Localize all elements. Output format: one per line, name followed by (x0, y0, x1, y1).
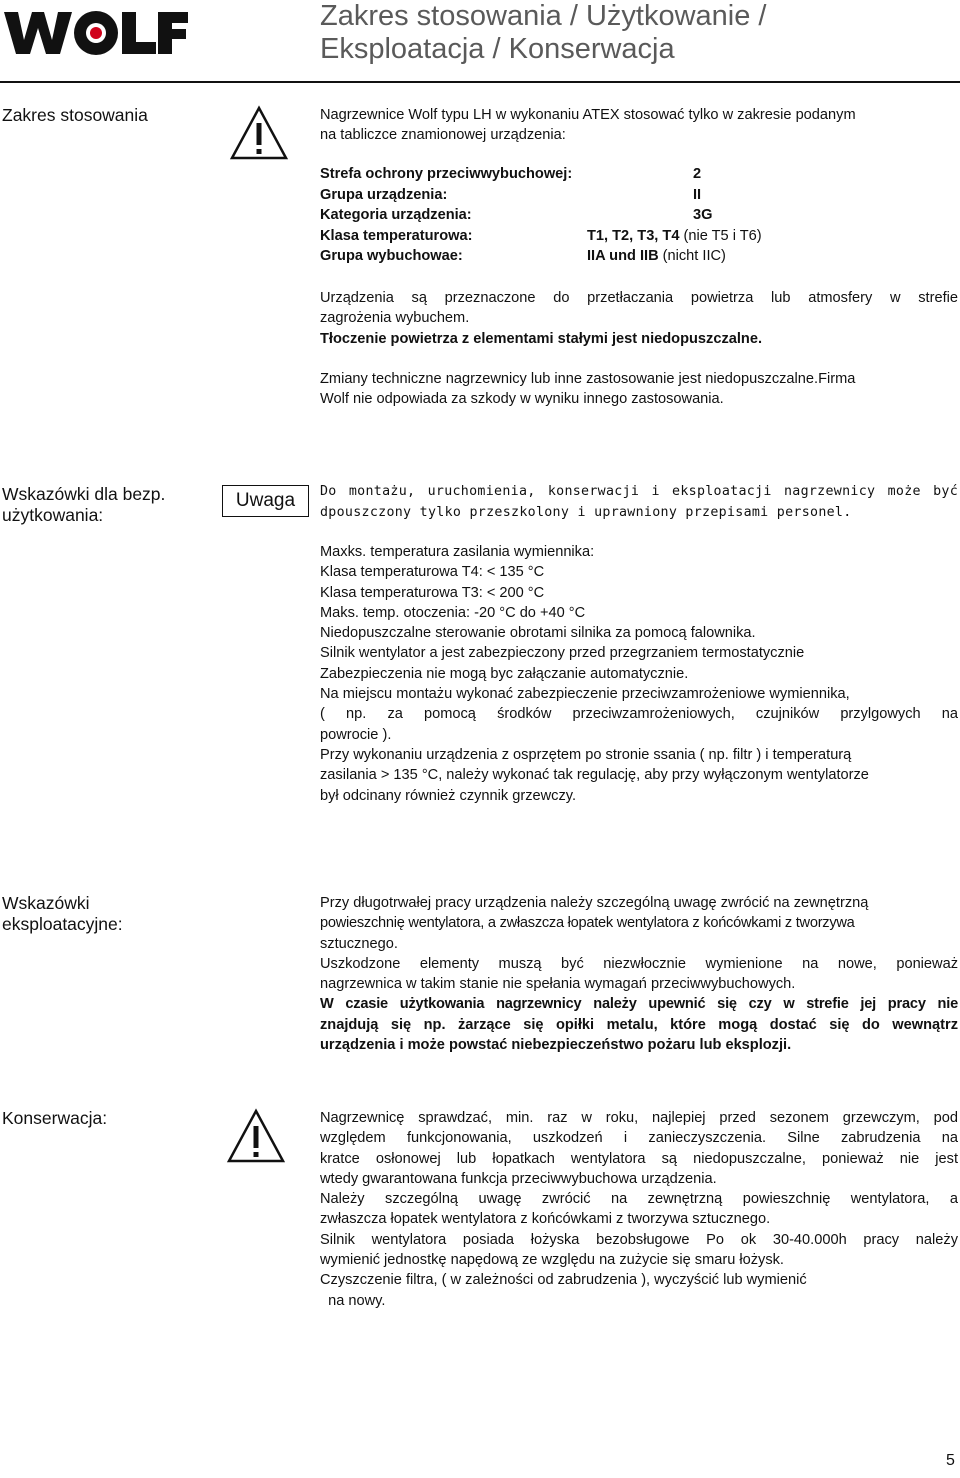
spec-key: Kategoria urządzenia: (320, 207, 472, 223)
bezp-line: Niedopuszczalne sterowanie obrotami silnika za pomocą falownika. (320, 625, 756, 642)
zakres-paragraph-2 (320, 369, 958, 410)
konserwacja-line: na nowy. (320, 1292, 386, 1309)
zakres-intro-line1: Nagrzewnice Wolf typu LH w wykonaniu ATEX stosować tylko w zakresie podanym (320, 107, 856, 123)
bezp-notice (320, 482, 958, 523)
zakres-p2-line2: Wolf nie odpowiada za szkody w wyniku innego zastosowania. (320, 391, 724, 408)
konserwacja-line: wymienić jednostkę napędową ze względu na zużycie się smaru łożysk. (320, 1252, 784, 1269)
uwaga-badge: Uwaga (222, 485, 309, 517)
bezp-line: powrocie ). (320, 726, 392, 743)
header-divider (0, 81, 960, 83)
bezp-line: Maks. temp. otoczenia: -20 °C do +40 °C (320, 604, 586, 621)
eksp-text (320, 893, 958, 1055)
section-label-eksp-line2: eksploatacyjne: (2, 914, 123, 934)
eksp-bold-line: znajdują się np. żarzące się opiłki metalu, które mogą dostać się do wewnątrz (320, 1016, 958, 1033)
konserwacja-line: Należy szczególną uwagę zwrócić na zewnętrzną powieszchnię wentylatora, a (320, 1191, 958, 1208)
spec-value-note: (nicht IIC) (658, 248, 726, 264)
spec-row (320, 205, 960, 226)
spec-row (320, 185, 960, 206)
spec-value: II (693, 186, 702, 203)
section-label-bezp (2, 484, 207, 526)
spec-value-main: IIA und IIB (587, 248, 659, 264)
spec-row (320, 246, 960, 267)
eksp-bold-line: W czasie użytkowania nagrzewnicy należy upewnić się czy w strefie jej pracy nie (320, 996, 958, 1013)
section-label-bezp-line2: użytkowania: (2, 505, 104, 525)
page-title-line2: Eksploatacja / Konserwacja (320, 33, 675, 65)
zakres-p1-line2: zagrożenia wybuchem. (320, 310, 470, 327)
bezp-line: Klasa temperaturowa T4: < 135 °C (320, 564, 545, 581)
eksp-line: Przy długotrwałej pracy urządzenia należy szczególną uwagę zwrócić na zewnętrzną (320, 895, 869, 911)
bezp-line: Klasa temperaturowa T3: < 200 °C (320, 584, 545, 601)
eksp-line: sztucznego. (320, 935, 398, 952)
bezp-line: Na miejscu montażu wykonać zabezpieczenie przeciwzamrożeniowe wymiennika, (320, 686, 850, 703)
spec-value: 3G (693, 207, 713, 223)
eksp-bold-line: urządzenia i może powstać niebezpieczeństwo pożaru lub eksplozji. (320, 1037, 792, 1054)
konserwacja-line: względem funkcjonowania, uszkodzeń i zanieczyszczenia. Silne zabrudzenia na (320, 1130, 958, 1147)
spec-key: Grupa wybuchowae: (320, 248, 463, 264)
konserwacja-line: wtedy gwarantowana funkcja przeciwwybuchowa urządzenia. (320, 1170, 717, 1187)
spec-row (320, 226, 960, 247)
bezp-line: Silnik wentylator a jest zabezpieczony przed przegrzaniem termostatycznie (320, 645, 805, 662)
konserwacja-line: Czyszczenie filtra, ( w zależności od zabrudzenia ), wyczyścić lub wymienić (320, 1272, 807, 1289)
wolf-logo (2, 8, 188, 58)
bezp-line: Przy wykonaniu urządzenia z osprzętem po stronie ssania ( np. filtr ) i temperaturą (320, 746, 852, 763)
zakres-p1-bold: Tłoczenie powietrza z elementami stałymi jest niedopuszczalne. (320, 330, 762, 347)
section-label-zakres: Zakres stosowania (2, 105, 148, 125)
warning-triangle-icon (229, 105, 289, 161)
spec-key: Strefa ochrony przeciwwybuchowej: (320, 166, 573, 182)
spec-key: Klasa temperaturowa: (320, 227, 473, 244)
bezp-notice-line2: dpouszczony tylko przeszkolony i uprawniony przepisami personel. (320, 504, 852, 520)
eksp-line: Uszkodzone elementy muszą być niezwłocznie wymienione na nowe, ponieważ (320, 955, 958, 972)
eksp-line: powieszchnię wentylatora, a zwłaszcza łopatek wentylatora z końcówkami z tworzywa (320, 915, 855, 932)
page-title (320, 0, 960, 66)
bezp-line: Zabezpieczenia nie mogą byc załączanie automatycznie. (320, 665, 689, 682)
zakres-p2-line1: Zmiany techniczne nagrzewnicy lub inne zastosowanie jest niedopuszczalne.Firma (320, 371, 856, 387)
section-label-eksp-line1: Wskazówki (2, 893, 90, 913)
page-title-line1: Zakres stosowania / Użytkowanie / (320, 0, 767, 32)
warning-triangle-icon (226, 1108, 286, 1164)
section-label-konserwacja: Konserwacja: (2, 1108, 108, 1128)
konserwacja-line: Nagrzewnicę sprawdzać, min. raz w roku, najlepiej przed sezonem grzewczym, pod (320, 1110, 958, 1126)
zakres-p1-line1: Urządzenia są przeznaczone do przetłaczania powietrza lub atmosfery w strefie (320, 290, 958, 306)
section-label-eksp (2, 893, 207, 935)
spec-value: 2 (693, 166, 702, 182)
konserwacja-line: kratce osłonowej lub łopatkach wentylatora są niedopuszczalne, ponieważ nie jest (320, 1150, 958, 1167)
spec-row (320, 164, 960, 185)
bezp-line: Maxks. temperatura zasilania wymiennika: (320, 544, 595, 560)
bezp-line: zasilania > 135 °C, należy wykonać tak regulację, aby przy wyłączonym wentylatorze (320, 767, 869, 784)
zakres-intro-line2: na tabliczce znamionowej urządzenia: (320, 127, 566, 144)
bezp-line: ( np. za pomocą środków przeciwzamrożeniowych, czujników przylgowych na (320, 706, 958, 723)
spec-value (587, 226, 762, 247)
zakres-paragraph-1 (320, 288, 958, 349)
spec-table (320, 164, 960, 267)
zakres-intro (320, 105, 958, 146)
spec-value (587, 246, 726, 267)
section-label-bezp-line1: Wskazówki dla bezp. (2, 484, 166, 504)
bezp-line: był odcinany również czynnik grzewczy. (320, 787, 577, 804)
spec-key: Grupa urządzenia: (320, 186, 448, 203)
konserwacja-line: zwłaszcza łopatek wentylatora z końcówkami z tworzywa sztucznego. (320, 1211, 771, 1228)
bezp-details (320, 542, 958, 806)
konserwacja-text (320, 1108, 958, 1311)
konserwacja-line: Silnik wentylatora posiada łożyska bezobsługowe Po ok 30-40.000h pracy należy (320, 1231, 958, 1248)
spec-value-note: (nie T5 i T6) (679, 227, 762, 244)
bezp-notice-line1: Do montażu, uruchomienia, konserwacji i eksploatacji nagrzewnicy może być (320, 484, 958, 499)
spec-value-main: T1, T2, T3, T4 (587, 227, 680, 244)
eksp-line: nagrzewnica w takim stanie nie spełania wymagań przeciwwybuchowych. (320, 976, 796, 993)
page-number: 5 (946, 1452, 955, 1469)
